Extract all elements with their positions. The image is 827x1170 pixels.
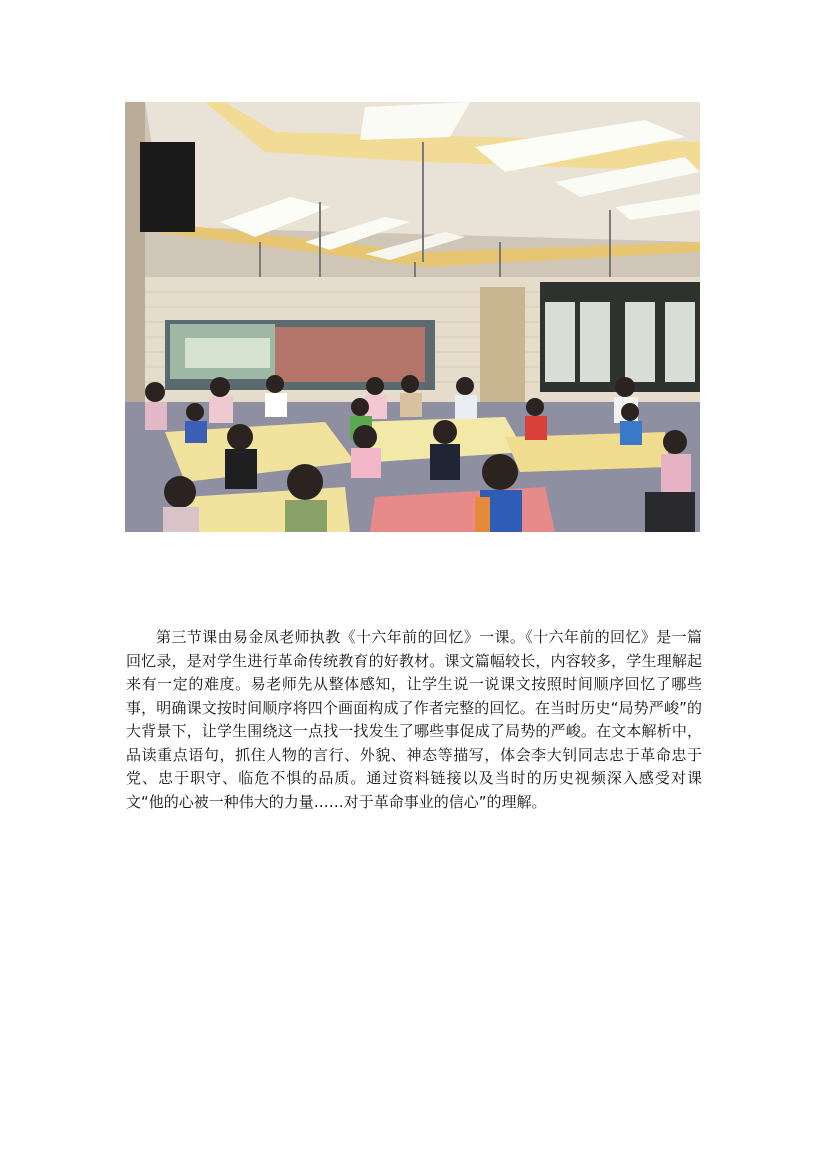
lesson-description-paragraph: 第三节课由易金凤老师执教《十六年前的回忆》一课。《十六年前的回忆》是一篇回忆录，是对学生进行革命传统教育的好教材。课文篇幅较长，内容较多，学生理解起来有一定的难度。易老师先从整体感知，让学生说一说课文按照时间顺序回忆了哪些事，明确课文按时间顺序将四个画面构成了作者完整的回忆。在当时历史“局势严峻”的大背景下，让学生围绕这一点找一找发生了哪些事促成了局势的严峻。在文本解析中，品读重点语句，抓住人物的言行、外貌、神态等描写，体会李大钊同志忠于革命忠于党、忠于职守、临危不惧的品质。通过资料链接以及当时的历史视频深入感受对课文“他的心被一种伟大的力量……对于革命事业的信心”的理解。 [126,628,702,811]
classroom-photo [125,102,700,532]
